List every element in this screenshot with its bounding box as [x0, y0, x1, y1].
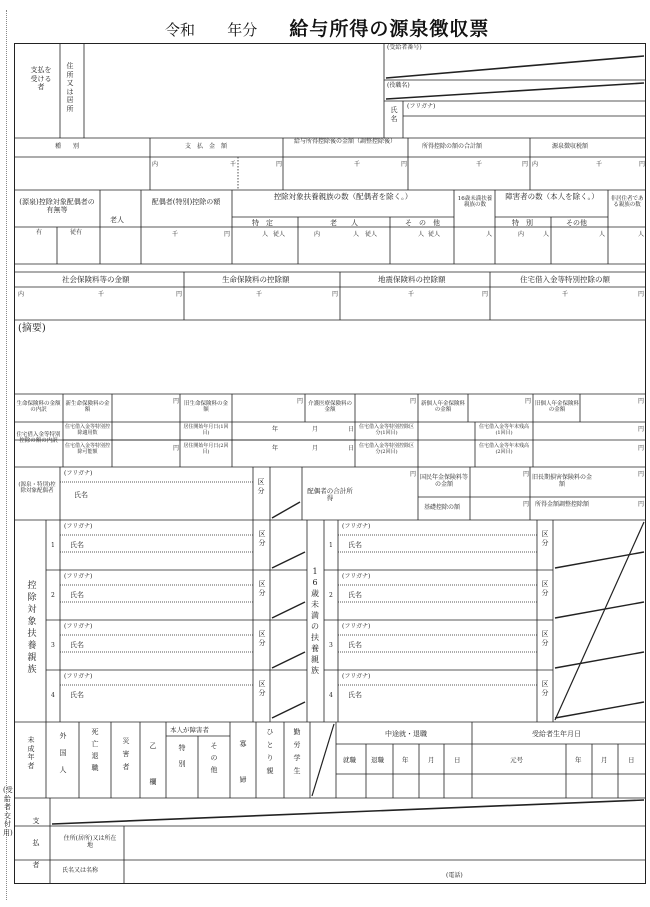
subordinate-have-label: 従有 [70, 229, 83, 236]
birth-month: 月 [601, 756, 608, 764]
ins-yen-3: 円 [482, 291, 489, 298]
u16-4-furigana: (フリガナ) [342, 673, 371, 680]
after-deduction-label: 給与所得控除後の金額（調整控除後） [293, 138, 396, 145]
amount-yen-1: 円 [276, 161, 283, 168]
dep-inner-1: 内 [314, 231, 321, 238]
spouse-block-label: (源泉・特別)控除対象配偶者 [18, 482, 56, 495]
res1-day: 日 [348, 426, 355, 433]
amount-thousand-3: 千 [476, 161, 483, 168]
elderly-label: 老 人 [330, 219, 358, 227]
disabled-label: 障害者の数（本人を除く。） [505, 192, 599, 201]
dep-thousand: 千 [172, 231, 179, 238]
midyear-label: 中途就・退職 [385, 730, 427, 738]
dep-yen: 円 [224, 231, 231, 238]
u16-1-name: 氏名 [348, 541, 362, 549]
title-name: 給与所得の源泉徴収票 [289, 18, 490, 40]
dep1-kubun: 区分 [258, 530, 266, 547]
old-longterm-yen: 円 [638, 471, 645, 478]
spouse-name: 氏名 [74, 491, 88, 499]
u16-4-kubun: 区分 [541, 680, 549, 697]
life-insurance-label: 生命保険料の控除額 [222, 275, 290, 284]
ins-yen-1: 円 [176, 291, 183, 298]
foreigner-label: 外国人 [59, 732, 67, 774]
u16-1-furigana: (フリガナ) [342, 523, 371, 530]
working-student-label: 勤労学生 [293, 728, 301, 775]
housing-type-2-label: 住宅借入金等特別控除区分(2回目) [358, 443, 414, 455]
payee-address-label: 住所又は居所 [66, 62, 74, 113]
dep-persons-2: 人 [353, 231, 360, 238]
payer-name-label: 氏名又は名称 [62, 867, 99, 874]
u16-3-no: 3 [329, 642, 333, 649]
single-parent-label: ひとり親 [266, 728, 274, 775]
birth-day: 日 [628, 756, 635, 764]
title-year-unit: 年分 [227, 21, 258, 39]
disaster-label: 災害者 [122, 737, 130, 771]
bottom-year: 年 [402, 756, 409, 764]
u16-2-no: 2 [329, 592, 333, 599]
memo-label: (摘要) [18, 323, 46, 334]
minor-label: 未成年者 [27, 736, 35, 770]
res2-month: 月 [312, 445, 319, 452]
spouse-furigana: (フリガナ) [64, 470, 93, 477]
national-pension-label: 国民年金保険料等の金額 [420, 474, 469, 488]
furigana-label: (フリガナ) [407, 103, 436, 110]
retire-label: 退職 [371, 756, 384, 764]
adjustment-yen: 円 [638, 501, 645, 508]
disabled-other-label: その他 [566, 219, 587, 227]
amount-thousand-1: 千 [230, 161, 237, 168]
care-yen: 円 [410, 398, 417, 405]
dep2-kubun: 区分 [258, 580, 266, 597]
type-label: 種 別 [55, 143, 80, 150]
special-label: 特 定 [252, 219, 273, 227]
payee-label: 支払を受ける者 [30, 66, 52, 91]
dep4-no: 4 [51, 692, 55, 699]
new-life-label: 新生命保険料の金額 [65, 401, 110, 414]
housing-possible-label: 住宅借入金等特別控除可能額 [65, 443, 111, 455]
under16-label: 16歳未満扶養親族の数 [457, 196, 493, 209]
u16-3-kubun: 区分 [541, 630, 549, 647]
dep-inner-2: 内 [518, 231, 525, 238]
dep-sub-persons-1: 従人 [273, 231, 286, 238]
old-pension-yen: 円 [638, 398, 645, 405]
u16-3-furigana: (フリガナ) [342, 623, 371, 630]
amount-inner-1: 内 [152, 161, 159, 168]
other-label: そ の 他 [405, 219, 440, 227]
withholding-label: 源泉徴収税額 [552, 143, 589, 150]
adjustment-label: 所得金額調整控除額 [534, 501, 589, 508]
disabled-special-label: 特 別 [512, 219, 533, 227]
title-era: 令和 [165, 21, 196, 39]
earthquake-insurance-label: 地震保険料の控除額 [378, 275, 446, 284]
payer-address-label: 住所(居所)又は所在地 [63, 835, 117, 849]
u16-2-kubun: 区分 [541, 580, 549, 597]
amount-thousand-4: 千 [596, 161, 603, 168]
nonresident-label: 非居住者である親族の数 [610, 196, 644, 209]
u16-4-name: 氏名 [348, 691, 362, 699]
disabled-self-special: 特別 [178, 744, 186, 768]
payment-label: 支 払 金 額 [185, 143, 228, 150]
amount-yen-2: 円 [401, 161, 408, 168]
spouse-special-label: 配偶者(特別)控除の額 [151, 198, 221, 206]
left-dotted-edge [6, 10, 7, 900]
amount-yen-3: 円 [522, 161, 529, 168]
new-life-yen: 円 [173, 398, 180, 405]
payee-name-label: 氏名 [390, 106, 398, 123]
housing-balance-2-label: 住宅借入金等年末残高(2回目) [478, 443, 529, 455]
dep3-kubun: 区分 [258, 630, 266, 647]
housing-balance-1-label: 住宅借入金等年末残高(1回目) [478, 424, 529, 436]
residence-date-1-label: 居住開始年月日(1回目) [183, 424, 229, 436]
spouse-income-yen: 円 [410, 471, 417, 478]
amount-yen-4: 円 [639, 161, 646, 168]
dependents-list-label: 控除対象扶養親族 [27, 581, 37, 675]
basic-deduction-yen: 円 [523, 501, 530, 508]
ins-yen-4: 円 [638, 291, 645, 298]
res2-day: 日 [348, 445, 355, 452]
payer-label: 支払者 [32, 817, 40, 869]
ins-thousand-1: 千 [98, 291, 105, 298]
basic-deduction-label: 基礎控除の額 [424, 504, 461, 511]
hire-label: 就職 [343, 756, 356, 764]
otsu-label: 乙欄 [149, 742, 157, 786]
housing-deduction-label: 住宅借入金等特別控除の額 [520, 275, 610, 284]
bal1-yen: 円 [638, 426, 645, 433]
u16-2-name: 氏名 [348, 591, 362, 599]
dep2-no: 2 [51, 592, 55, 599]
old-pension-label: 旧個人年金保険料の金額 [535, 401, 580, 414]
u16-1-no: 1 [329, 542, 333, 549]
dep4-furigana: (フリガナ) [64, 673, 93, 680]
ins-yen-2: 円 [332, 291, 339, 298]
bal2-yen: 円 [638, 445, 645, 452]
residence-date-2-label: 居住開始年月日(2回目) [183, 443, 229, 455]
dep1-furigana: (フリガナ) [64, 523, 93, 530]
old-life-label: 旧生命保険料の金額 [183, 401, 228, 414]
old-longterm-label: 旧長期損害保険料の金額 [532, 474, 593, 488]
u16-4-no: 4 [329, 692, 333, 699]
disabled-self-label: 本人が障害者 [170, 726, 209, 734]
ins-thousand-4: 千 [562, 291, 569, 298]
dep1-no: 1 [51, 542, 55, 549]
birth-label: 受給者生年月日 [532, 730, 581, 738]
u16-2-furigana: (フリガナ) [342, 573, 371, 580]
have-label: 有 [36, 229, 43, 236]
old-life-yen: 円 [297, 398, 304, 405]
dep-persons-6: 人 [599, 231, 606, 238]
under16-list-label: 16歳未満の扶養親族 [311, 567, 319, 675]
res1-year: 年 [272, 426, 279, 433]
res1-month: 月 [312, 426, 319, 433]
deduction-total-label: 所得控除の額の合計額 [422, 143, 483, 150]
spouse-elder-label: 老人 [110, 216, 124, 224]
spouse-income-label: 配偶者の合計所得 [307, 487, 353, 503]
national-pension-yen: 円 [523, 471, 530, 478]
life-breakdown-label: 生命保険料の金額の内訳 [16, 401, 61, 414]
dep2-furigana: (フリガナ) [64, 573, 93, 580]
amount-inner-2: 内 [532, 161, 539, 168]
ins-thousand-2: 千 [256, 291, 263, 298]
dep3-no: 3 [51, 642, 55, 649]
social-insurance-label: 社会保険料等の金額 [62, 275, 130, 284]
res2-year: 年 [272, 445, 279, 452]
dep-persons-7: 人 [638, 231, 645, 238]
dep-sub-persons-2: 従人 [365, 231, 378, 238]
era-label: 元号 [510, 756, 523, 764]
dep2-name: 氏名 [70, 591, 84, 599]
dep3-name: 氏名 [70, 641, 84, 649]
payer-side-note: (受給者交付用) [3, 786, 13, 837]
amount-thousand-2: 千 [354, 161, 361, 168]
dep-persons-1: 人 [262, 231, 269, 238]
disabled-self-other: その他 [210, 742, 218, 774]
dep-persons-3: 人 [418, 231, 425, 238]
care-label: 介護医療保険料の金額 [307, 401, 352, 414]
u16-1-kubun: 区分 [541, 530, 549, 547]
spouse-kubun: 区分 [257, 478, 265, 495]
recipient-no-label: (受給者番号) [387, 44, 422, 51]
ins-inner: 内 [18, 291, 25, 298]
ins-thousand-3: 千 [408, 291, 415, 298]
spouse-label: (源泉)控除対象配偶者の有無等 [19, 198, 95, 215]
dep-sub-persons-3: 従人 [428, 231, 441, 238]
housing-type-1-label: 住宅借入金等特別控除区分(1回目) [358, 424, 414, 436]
dep4-kubun: 区分 [258, 680, 266, 697]
possible-yen: 円 [173, 445, 180, 452]
housing-breakdown-label: 住宅借入金等特別控除の額の内訳 [16, 432, 61, 445]
bottom-month: 月 [428, 756, 435, 764]
dep4-name: 氏名 [70, 691, 84, 699]
dep-persons-4: 人 [486, 231, 493, 238]
dependents-count-label: 控除対象扶養親族の数（配偶者を除く。） [273, 192, 413, 201]
u16-3-name: 氏名 [348, 641, 362, 649]
new-pension-label: 新個人年金保険料の金額 [420, 401, 465, 414]
new-pension-yen: 円 [525, 398, 532, 405]
payer-phone-label: (電話) [446, 872, 463, 879]
housing-count-label: 住宅借入金等特別控除適用数 [65, 424, 111, 436]
bottom-day: 日 [454, 756, 461, 764]
death-label: 死亡退職 [91, 728, 99, 772]
title-label: (役職名) [387, 82, 410, 89]
dep3-furigana: (フリガナ) [64, 623, 93, 630]
dep1-name: 氏名 [70, 541, 84, 549]
widow-label: 寡婦 [239, 740, 247, 784]
dep-persons-5: 人 [543, 231, 550, 238]
birth-year: 年 [575, 756, 582, 764]
